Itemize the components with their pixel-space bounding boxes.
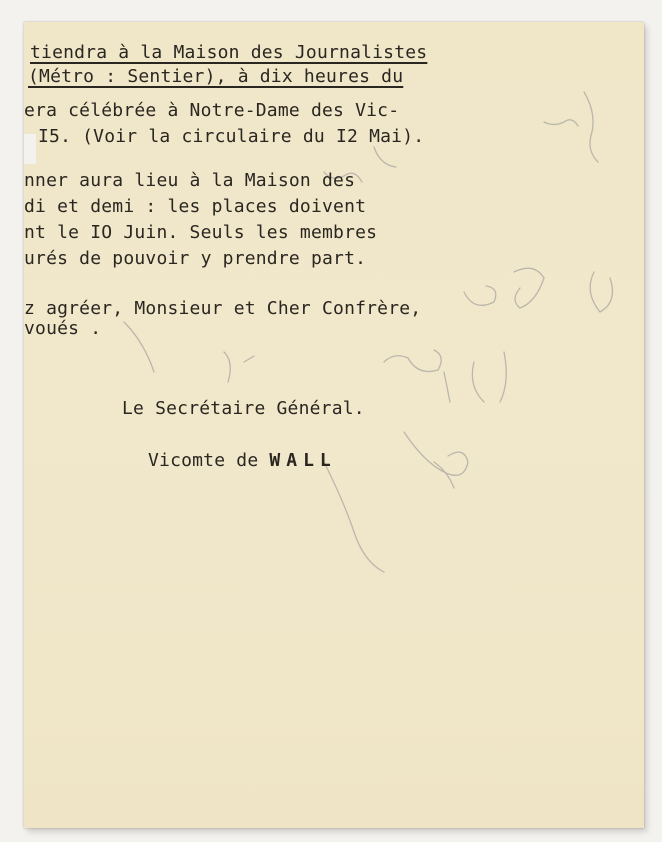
- letter-line-7: nt le IO Juin. Seuls les membres: [24, 222, 378, 243]
- letter-line-4: I5. (Voir la circulaire du I2 Mai).: [38, 126, 425, 147]
- letter-page: [24, 22, 644, 828]
- letter-line-10: voués .: [24, 318, 102, 339]
- letter-line-5: nner aura lieu à la Maison des: [24, 170, 356, 191]
- letter-line-9: z agréer, Monsieur et Cher Confrère,: [24, 298, 422, 319]
- signature-name: WALL: [269, 450, 337, 471]
- torn-edge: [24, 134, 36, 164]
- letter-line-6: di et demi : les places doivent: [24, 196, 367, 217]
- letter-line-1: tiendra à la Maison des Journalistes: [30, 42, 428, 63]
- letter-line-8: urés de pouvoir y prendre part.: [24, 248, 367, 269]
- signature-prefix: Vicomte de: [148, 450, 259, 471]
- signature-line: [148, 452, 337, 470]
- signature-title: Le Secrétaire Général.: [122, 398, 365, 419]
- letter-line-3: era célébrée à Notre-Dame des Vic-: [24, 100, 400, 121]
- letter-line-2: (Métro : Sentier), à dix heures du: [28, 66, 404, 87]
